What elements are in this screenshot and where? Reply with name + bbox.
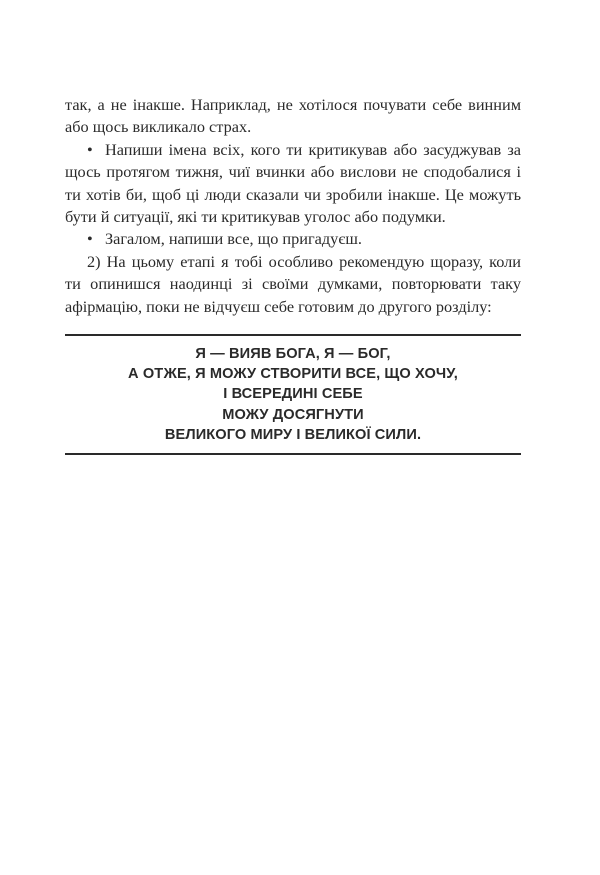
affirmation-line: ВЕЛИКОГО МИРУ І ВЕЛИКОЇ СИЛИ. (164, 426, 422, 443)
affirmation-block (65, 336, 521, 453)
bullet-icon: • (87, 229, 93, 249)
step-2-paragraph: 2) На цьому етапі я тобі особливо рекомендую щоразу, коли ти опинишся наодинці зі своїми думками, повторювати таку афірмацію, поки не відчуєш себе готовим до другого розділу: (65, 251, 521, 316)
bullet-item-text: Загалом, напиши все, що пригадуєш. (105, 229, 362, 249)
affirmation-line: МОЖУ ДОСЯГНУТИ (222, 406, 364, 423)
affirmation-line: Я — ВИЯВ БОГА, Я — БОГ, (195, 346, 391, 363)
bullet-icon: • (87, 139, 93, 159)
affirmation-bottom-rule (65, 453, 521, 455)
affirmation-line: І ВСЕРЕДИНІ СЕБЕ (223, 386, 363, 403)
bullet-item-everything (65, 228, 521, 250)
intro-paragraph: так, а не інакше. Наприклад, не хотілося почувати себе винним або щось викликало страх. (65, 95, 521, 137)
affirmation-line: А ОТЖЕ, Я МОЖУ СТВОРИТИ ВСЕ, ЩО ХОЧУ, (128, 366, 458, 383)
bullet-item-names (65, 139, 521, 229)
book-page (65, 94, 521, 455)
bullet-item-text: Напиши імена всіх, кого ти критикував або засуджував за щось протягом тижня, чиї вчинки або вислови не сподобалися і ти хотів би, щоб ці люди сказали чи зробили інакше. Це можуть бути й ситуації, які ти критикував уголос або подумки. (65, 139, 521, 227)
